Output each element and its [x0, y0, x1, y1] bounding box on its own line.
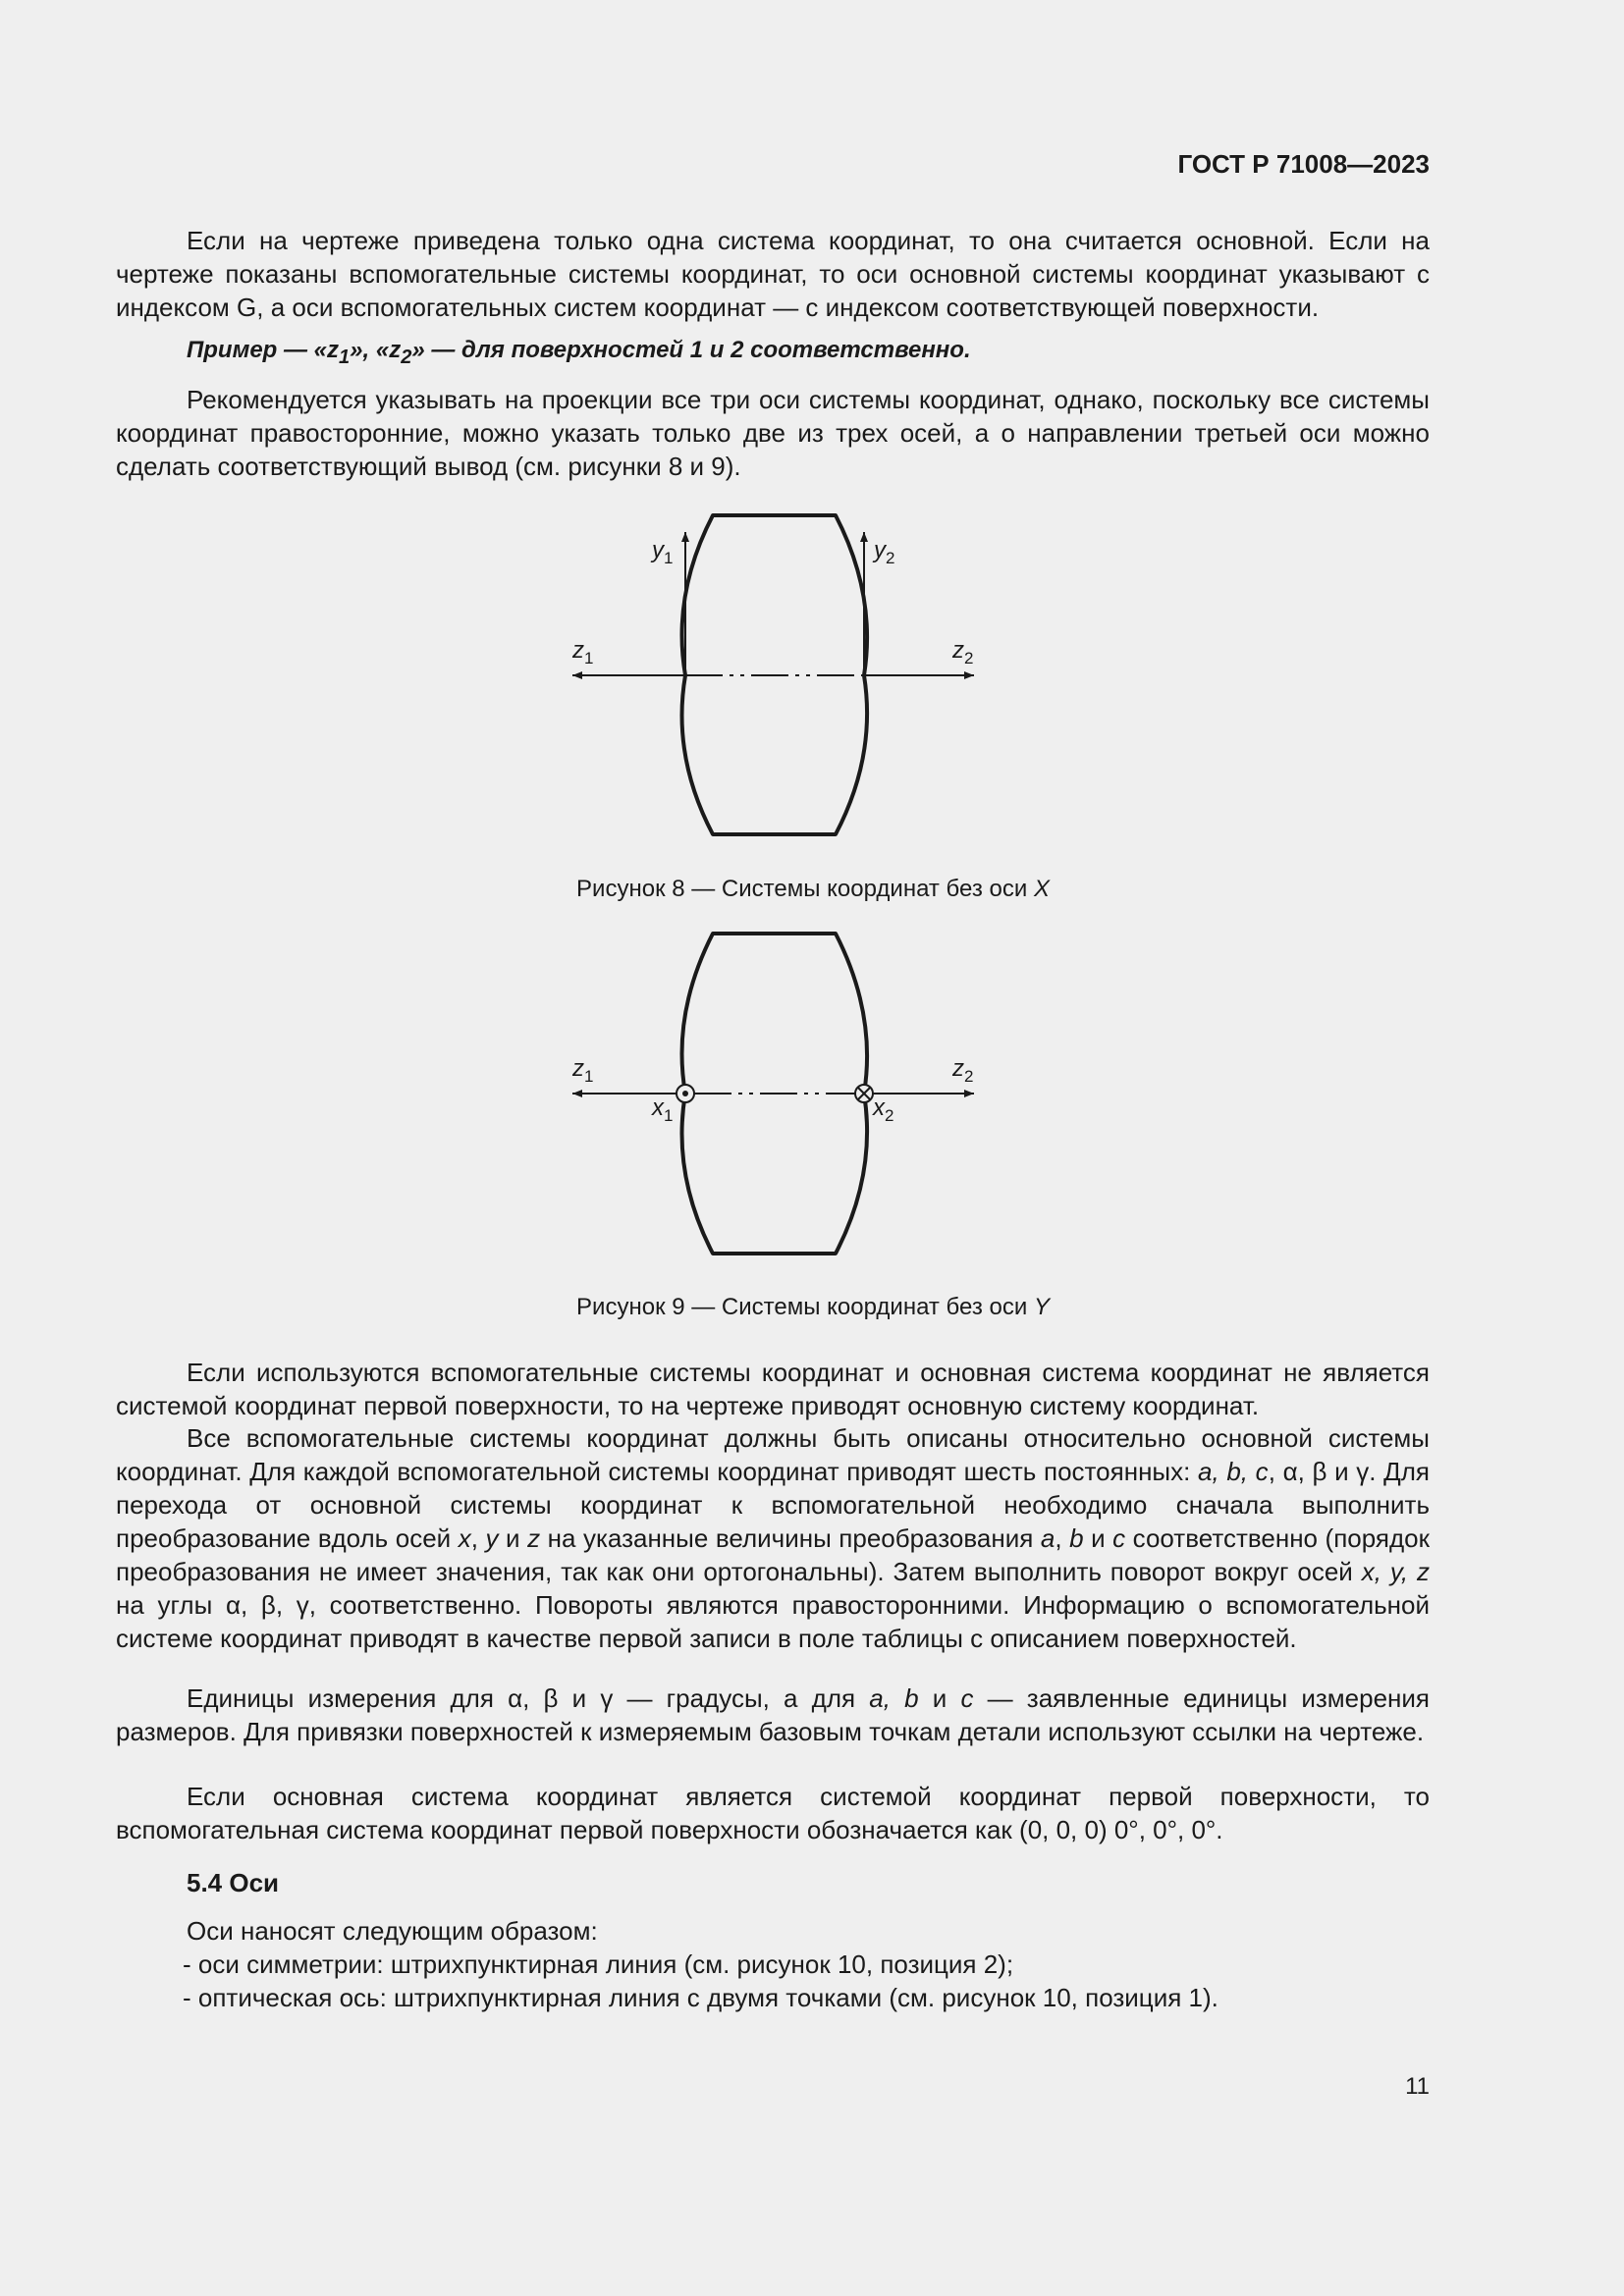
para5-ab: a, b [869, 1683, 919, 1713]
para4-text-2: , α, β и γ. Для перехода от основной системы координат к вспомогательной необходимо сначала выполнить преобразование вдоль осей [116, 1457, 1430, 1553]
para4-text-9: на углы α, β, γ, соответственно. Повороты являются правосторонними. Информацию о вспомогательной системе координат приводят в качестве первой записи в поле таблицы с описанием поверхностей. [116, 1590, 1430, 1653]
label-y1-letter: y [652, 537, 664, 563]
para4-axis-y: y [485, 1523, 499, 1553]
para4-text-6: , [1055, 1523, 1070, 1553]
label-y2-letter: y [874, 537, 886, 563]
para4-rotation-axes: x, y, z [1361, 1557, 1430, 1586]
label-y1-sub: 1 [664, 549, 674, 567]
label-z1-letter: z [572, 1055, 584, 1082]
para4-value-c: c [1112, 1523, 1126, 1553]
example-sub2: 2 [401, 346, 412, 368]
paragraph-units [116, 1682, 1430, 1748]
figure-8-caption [175, 876, 1451, 903]
label-z2-sub: 2 [964, 649, 974, 667]
paragraph-recommendation: Рекомендуется указывать на проекции все три оси системы координат, однако, поскольку все системы координат правосторонние, можно указать только две из трех осей, а о направлении третьей оси можно сделать соответствующий вывод (см. рисунки 8 и 9). [116, 385, 1430, 481]
x1-axis-out-of-page-symbol [677, 1085, 694, 1102]
figure-9-caption [175, 1294, 1451, 1321]
list-item: - оптическая ось: штрихпунктирная линия с двумя точками (см. рисунок 10, позиция 1). [183, 1983, 1218, 2012]
para4-text-3: , [470, 1523, 486, 1553]
label-x1 [651, 1095, 673, 1125]
paragraph-first-surface: Если основная система координат является системой координат первой поверхности, то вспомогательная система координат первой поверхности обозначается как (0, 0, 0) 0°, 0°, 0°. [116, 1782, 1430, 1844]
label-z2 [951, 637, 973, 667]
figure-9-caption-text: Рисунок 9 — Системы координат без оси [576, 1294, 1034, 1320]
label-x2 [872, 1095, 893, 1125]
para4-text-8: соответственно (порядок преобразования не имеет значения, так как они ортогональны). Затем выполнить поворот вокруг осей [116, 1523, 1430, 1586]
para4-axis-x: x [458, 1523, 471, 1553]
label-x2-sub: 2 [885, 1106, 894, 1125]
example-suffix: » — для поверхностей 1 и 2 соответственно. [411, 337, 971, 363]
paragraph-coordinate-systems: Если на чертеже приведена только одна система координат, то она считается основной. Если на чертеже показаны вспомогательные системы координат, то оси основной системы координат указывают с индексом G, а оси вспомогательных систем координат — с индексом соответствующей поверхности. [116, 226, 1430, 322]
para4-text-4: и [498, 1523, 528, 1553]
label-x1-letter: x [652, 1095, 664, 1121]
figure-9-caption-axis: Y [1033, 1294, 1050, 1320]
label-z1 [571, 1055, 593, 1086]
example-prefix: Пример — «z [187, 337, 340, 363]
para4-constants: a, b, c [1198, 1457, 1269, 1486]
para5-text-3: — заявленные единицы измерения размеров. Для привязки поверхностей к измеряемым базовым точкам детали используют ссылки на чертеже. [116, 1683, 1430, 1746]
paragraph-six-constants [116, 1421, 1430, 1655]
para5-text-1: Единицы измерения для α, β и γ — градусы, а для [187, 1683, 870, 1713]
para5-text-2: и [918, 1683, 961, 1713]
section-heading: 5.4 Оси [187, 1868, 280, 1897]
list-item: - оси симметрии: штрихпунктирная линия (см. рисунок 10, позиция 2); [183, 1949, 1014, 1979]
example-sub1: 1 [339, 346, 351, 368]
label-y2 [872, 537, 894, 567]
figure-8-caption-axis: X [1033, 876, 1050, 902]
label-z1-sub: 1 [584, 649, 594, 667]
para4-value-b: b [1069, 1523, 1084, 1553]
para4-text-5: на указанные величины преобразования [540, 1523, 1041, 1553]
figure-9-drawing [571, 934, 974, 1254]
paragraph-auxiliary-systems: Если используются вспомогательные системы координат и основная система координат не является системой координат первой поверхности, то на чертеже приводят основную систему координат. [116, 1358, 1430, 1420]
x2-axis-into-page-symbol [855, 1085, 873, 1102]
para4-value-a: a [1040, 1523, 1056, 1553]
para5-c: c [960, 1683, 974, 1713]
label-z1 [571, 637, 593, 667]
figure-8-caption-text: Рисунок 8 — Системы координат без оси [576, 876, 1034, 902]
label-x2-letter: x [873, 1095, 885, 1121]
page-number: 11 [1405, 2073, 1430, 2100]
para4-axis-z: z [527, 1523, 541, 1553]
para4-text-7: и [1083, 1523, 1113, 1553]
label-z2-letter: z [952, 637, 964, 664]
label-x1-sub: 1 [664, 1106, 674, 1125]
label-z1-sub: 1 [584, 1067, 594, 1086]
document-header: ГОСТ Р 71008—2023 [1177, 149, 1430, 179]
para4-text-1: Все вспомогательные системы координат должны быть описаны относительно основной системы координат. Для каждой вспомогательной системы координат приводят шесть постоянных: [116, 1423, 1430, 1486]
figure-8-drawing [571, 515, 974, 834]
label-z2 [951, 1055, 973, 1086]
label-y1 [650, 537, 673, 567]
label-z1-letter: z [572, 637, 584, 664]
example-mid: », «z [350, 337, 402, 363]
label-z2-letter: z [952, 1055, 964, 1082]
axes-intro: Оси наносят следующим образом: [187, 1916, 598, 1946]
label-y2-sub: 2 [886, 549, 895, 567]
label-z2-sub: 2 [964, 1067, 974, 1086]
